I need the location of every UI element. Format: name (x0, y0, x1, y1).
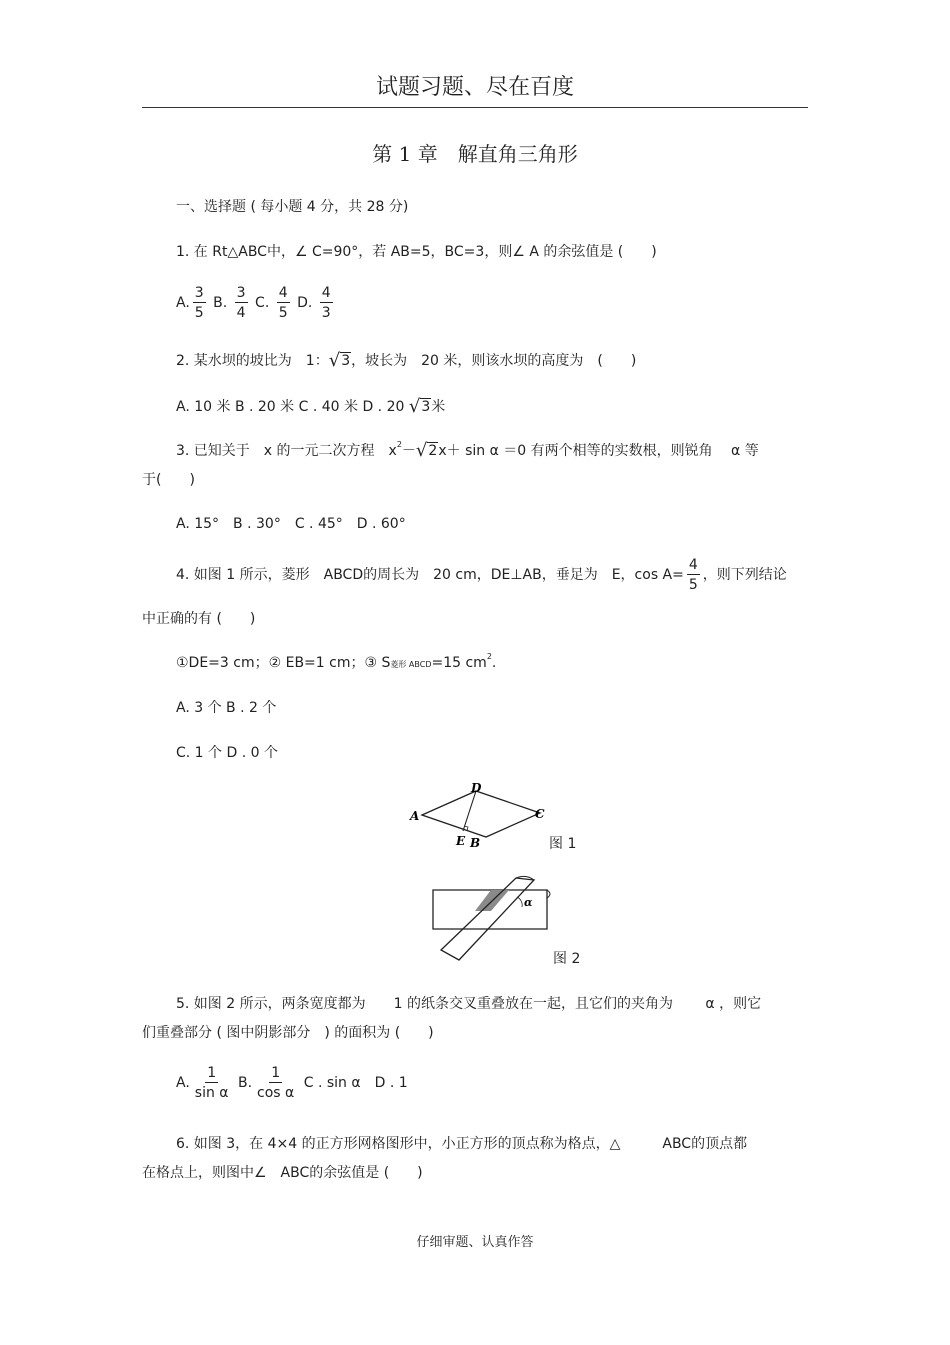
option-b-fraction: $\frac{3}{4}$ (236, 285, 246, 321)
option-a-fraction: $\frac{1}{\text{sin α}}$ (194, 1065, 229, 1101)
question-1-options (176, 286, 336, 320)
question-2-stem: 2. 某水坝的坡比为 1： √ 3 ，坡长为 20 米，则该水坝的高度为 ( ) (176, 350, 637, 371)
sqrt-3: √ 3 (408, 396, 431, 417)
angle-alpha-label: α (524, 896, 533, 909)
option-c-fraction: $\frac{4}{5}$ (278, 285, 288, 321)
sqrt-3: √ 3 (328, 350, 351, 371)
option-b-label: B. (213, 295, 228, 311)
option-d-fraction: $\frac{4}{3}$ (321, 285, 331, 321)
question-6-stem: 6. 如图 3，在 4×4 的正方形网格图形中，小正方形的顶点称为格点，△ ABC的顶点都 (176, 1136, 748, 1152)
question-4-options-ab: A. 3 个 B . 2 个 (176, 700, 277, 716)
option-a-label: A. (176, 295, 190, 311)
header-divider (142, 107, 808, 108)
footer-text: 仔细审题、认真作答 (416, 1235, 534, 1250)
question-4-options-cd: C. 1 个 D . 0 个 (176, 745, 278, 761)
question-3-stem: 3. 已知关于 x 的一元二次方程 $x^2-$ √ 2 x＋ sin α ＝0 有两个相等的实数根，则锐角 α 等 (176, 440, 759, 461)
question-3-stem-line2: 于( ) (142, 472, 195, 488)
chapter-title: 第 1 章 解直角三角形 (372, 142, 578, 166)
cos-a-fraction: $\frac{4}{5}$ (688, 557, 698, 593)
vertex-d-label: D (471, 781, 482, 795)
question-4-stem: 4. 如图 1 所示，菱形 ABCD的周长为 20 cm，DE⊥AB，垂足为 E，cos A= $\frac{4}{5}$ ，则下列结论 (176, 557, 787, 593)
figure-1-caption: 图 1 (549, 836, 577, 852)
option-c-label: C. (255, 295, 270, 311)
question-4-stem-line2: 中正确的有 ( ) (142, 611, 256, 627)
section-title: 一、选择题 ( 每小题 4 分，共 28 分) (176, 199, 409, 215)
question-4-statements: ①DE=3 cm；② EB=1 cm；③ S菱形 ABCD=15 $cm^2$. (176, 652, 497, 671)
question-1-stem: 1. 在 Rt△ABC中，∠ C=90°，若 AB=5，BC=3，则∠ A 的余弦值是 ( ) (176, 244, 657, 260)
vertex-e-label: E (456, 834, 466, 848)
vertex-c-label: C (535, 807, 545, 821)
sqrt-2: √ 2 (415, 440, 438, 461)
question-5-stem: 5. 如图 2 所示，两条宽度都为 1 的纸条交叉重叠放在一起，且它们的夹角为 α ，则它 (176, 996, 762, 1012)
question-6-stem-line2: 在格点上，则图中∠ ABC的余弦值是 ( ) (142, 1165, 423, 1181)
vertex-a-label: A (410, 809, 420, 823)
question-3-options: A. 15° B . 30° C . 45° D . 60° (176, 516, 406, 532)
figure-1-rhombus (400, 780, 560, 852)
figure-2-crossed-strips (432, 872, 562, 962)
vertex-b-label: B (470, 836, 481, 850)
option-d-label: D. (297, 295, 313, 311)
header-title: 试题习题、尽在百度 (375, 75, 574, 100)
figure-2-caption: 图 2 (553, 951, 581, 967)
question-2-options: A. 10 米 B . 20 米 C . 40 米 D . 20 √ 3 米 (176, 396, 446, 417)
option-b-fraction: $\frac{1}{\text{cos α}}$ (257, 1065, 295, 1101)
option-a-fraction: $\frac{3}{5}$ (194, 285, 204, 321)
question-5-options: A. $\frac{1}{\text{sin α}}$ B. $\frac{1}{\text{cos α}}$ C . sin α D . 1 (176, 1065, 408, 1101)
question-5-stem-line2: 们重叠部分 ( 图中阴影部分 ) 的面积为 ( ) (142, 1025, 434, 1041)
